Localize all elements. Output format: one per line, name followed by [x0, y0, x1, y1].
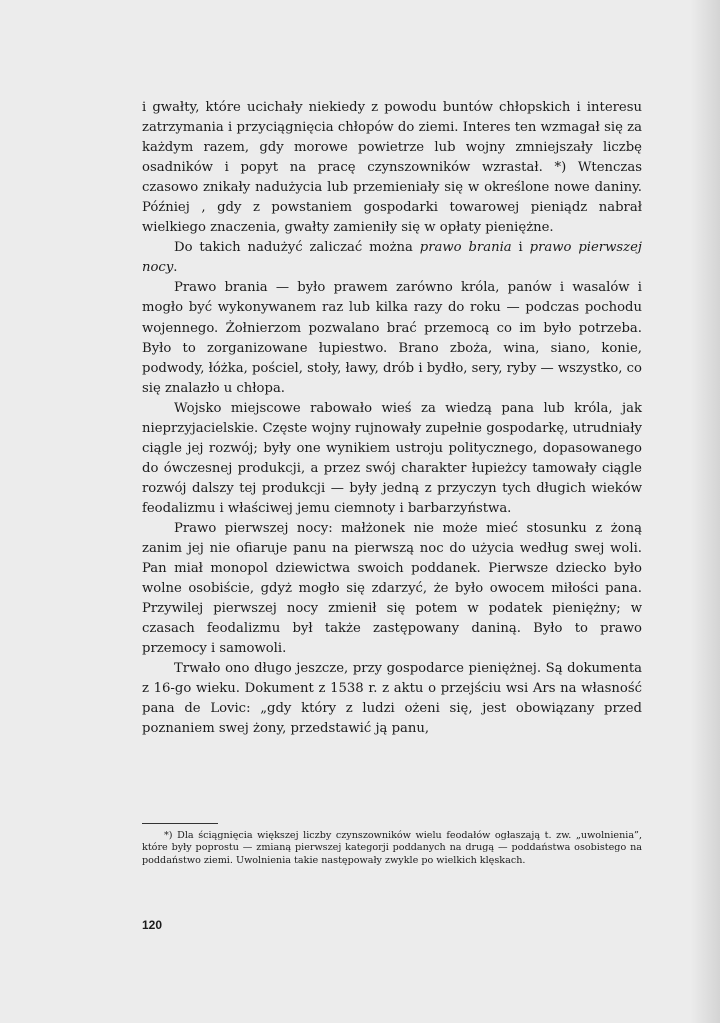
paragraph — [142, 659, 642, 739]
text-run: i — [511, 240, 530, 256]
text-run: . — [173, 260, 178, 276]
page-number: 120 — [142, 918, 163, 932]
footnote: *) Dla ściągnięcia większej liczby czynszowników wielu feodałów ogłaszają t. zw. „uwolnienia”, które były poprostu — zmianą pierwszej kategorji poddanych na drugą — poddaństwa osobistego na poddaństwo ziemi. Uwolnienia takie następowały zwykle po wielkich klęskach. — [142, 830, 642, 866]
footnote-divider — [142, 823, 218, 824]
text-run: Prawo pierwszej nocy: małżonek nie może mieć stosunku z żoną zanim jej nie ofiaruje panu na pierwszą noc do użycia według swej woli. Pan miał monopol dziewictwa swoich poddanek. Pierwsze dziecko było wolne osobiście, gdyż mogło się zdarzyć, że było owocem miłości pana. Przywilej pierwszej nocy zmienił się potem w podatek pieniężny; w czasach feodalizmu był także zastępowany daniną. Było to prawo przemocy i samowoli. — [142, 520, 642, 657]
text-run: Prawo brania — było prawem zarówno króla, panów i wasalów i mogło być wykonywanem raz lub kilka razy do roku — podczas pochodu wojennego. Żołnierzom pozwalano brać przemocą co im było potrzeba. Było to zorganizowane łupiestwo. Brano zboża, wina, siano, konie, podwody, łóżka, pościel, stoły, ławy, drób i bydło, sery, ryby — wszystko, co się znalazło u chłopa. — [142, 280, 642, 396]
body-text — [142, 98, 642, 740]
text-run: i gwałty, które ucichały niekiedy z powodu buntów chłopskich i interesu zatrzymania i przyciągnięcia chłopów do ziemi. Interes ten wzmagał się za każdym razem, gdy morowe powietrze lub wojny zmniejszały liczbę osadników i popyt na pracę czynszowników wzrastał. *) Wtenczas czasowo znikały nadużycia lub przemieniały się w określone nowe daniny. Później , gdy z powstaniem gospodarki towarowej pieniądz nabrał wielkiego znaczenia, gwałty zamieniły się w opłaty pieniężne. — [142, 100, 642, 236]
text-run: Do takich nadużyć zaliczać można — [174, 240, 420, 256]
paragraph — [142, 98, 642, 238]
text-run: Wojsko miejscowe rabowało wieś za wiedzą pana lub króla, jak nieprzyjacielskie. Częste wojny rujnowały zupełnie gospodarkę, utrudniały ciągle jej rozwój; były one wynikiem ustroju politycznego, dopasowanego do ówczesnej produkcji, a przez swój charakter łupieżcy tamowały ciągle rozwój dalszy tej produkcji — były jedną z przyczyn tych długich wieków feodalizmu i właściwej jemu ciemnoty i barbarzyństwa. — [142, 400, 642, 516]
paragraph — [142, 238, 642, 278]
paragraph — [142, 278, 642, 398]
italic-text: prawo brania — [419, 240, 512, 256]
paragraph — [142, 519, 642, 659]
paragraph — [142, 399, 642, 519]
text-run: Trwało ono długo jeszcze, przy gospodarce pieniężnej. Są dokumenta z 16-go wieku. Dokument z 1538 r. z aktu o przejściu wsi Ars na własność pana de Lovic: „gdy który z ludzi ożeni się, jest obowiązany przed poznaniem swej żony, przedstawić ją panu, — [142, 661, 642, 737]
italic-text: prawo pierwszej nocy — [142, 240, 642, 276]
